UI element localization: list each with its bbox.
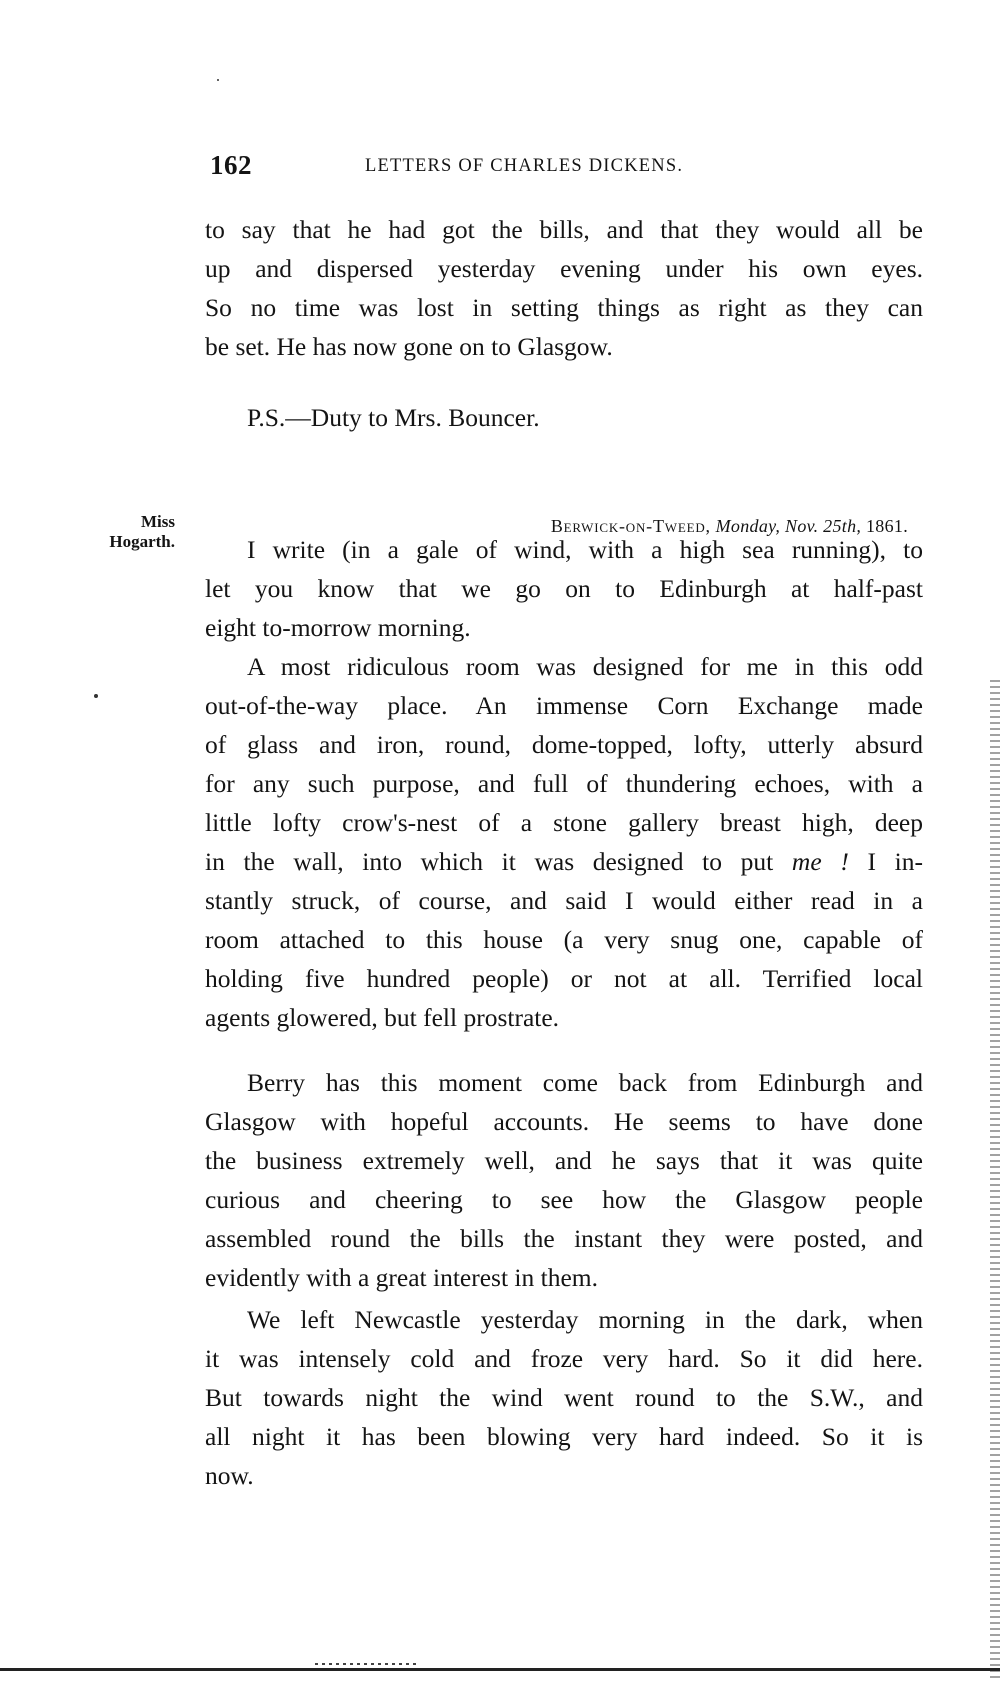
text-line-with-emphasis	[205, 842, 923, 881]
bottom-rule	[0, 1668, 1000, 1671]
text-line: let you know that we go on to Edinburgh at half-past	[205, 574, 923, 603]
recipient-margin-note	[95, 512, 175, 552]
scanned-page-edge	[990, 680, 1000, 1680]
continuation-paragraph	[205, 210, 923, 366]
text-line: it was intensely cold and froze very hard. So it did here.	[205, 1344, 923, 1373]
text-line: now.	[205, 1461, 254, 1490]
text-line: eight to-morrow morning.	[205, 613, 471, 642]
letter-paragraph	[205, 647, 923, 1037]
text-line: stantly struck, of course, and said I would either read in a	[205, 886, 923, 915]
text-line: little lofty crow's-nest of a stone gallery breast high, deep	[205, 808, 923, 837]
text-line: A most ridiculous room was designed for me in this odd	[247, 652, 923, 681]
page-number: 162	[210, 150, 252, 180]
text-line: holding five hundred people) or not at all. Terrified local	[205, 964, 923, 993]
text-segment: I in-	[867, 847, 924, 876]
text-line: room attached to this house (a very snug one, capable of	[205, 925, 923, 954]
letter-paragraph	[205, 1300, 923, 1495]
running-title: LETTERS OF CHARLES DICKENS.	[365, 156, 684, 176]
text-line: We left Newcastle yesterday morning in the dark, when	[247, 1305, 923, 1334]
text-line: the business extremely well, and he says that it was quite	[205, 1146, 923, 1175]
dateline-day: Monday, Nov. 25th,	[715, 516, 862, 536]
text-line: I write (in a gale of wind, with a high sea running), to	[247, 535, 923, 564]
text-line: assembled round the bills the instant they were posted, and	[205, 1224, 923, 1253]
recipient-note-line: Miss	[141, 512, 175, 531]
text-line: for any such purpose, and full of thundering echoes, with a	[205, 769, 923, 798]
dateline-year: 1861.	[866, 516, 908, 536]
text-line: to say that he had got the bills, and that they would all be	[205, 215, 923, 244]
recipient-note-line: Hogarth.	[109, 532, 175, 551]
text-line: So no time was lost in setting things as right as they can	[205, 293, 923, 322]
bottom-dotted-mark	[315, 1663, 420, 1665]
text-segment: in the wall, into which it was designed to put	[205, 847, 774, 876]
text-line: evidently with a great interest in them.	[205, 1263, 599, 1292]
dateline-place: Berwick-on-Tweed,	[550, 516, 711, 536]
text-line: all night it has been blowing very hard indeed. So it is	[205, 1422, 923, 1451]
text-line: curious and cheering to see how the Glasgow people	[205, 1185, 923, 1214]
letter-paragraph	[205, 1063, 923, 1297]
text-line: Berry has this moment come back from Edinburgh and	[247, 1068, 923, 1097]
postscript: P.S.—Duty to Mrs. Bouncer.	[247, 403, 540, 432]
text-line: out-of-the-way place. An immense Corn Exchange made	[205, 691, 923, 720]
page-header	[210, 150, 925, 180]
text-line: of glass and iron, round, dome-topped, lofty, utterly absurd	[205, 730, 923, 759]
letter-paragraph	[205, 530, 923, 647]
text-line: up and dispersed yesterday evening under his own eyes.	[205, 254, 923, 283]
text-line: Glasgow with hopeful accounts. He seems to have done	[205, 1107, 923, 1136]
stray-ink-dot	[94, 694, 98, 698]
text-line: be set. He has now gone on to Glasgow.	[205, 332, 613, 361]
text-line: But towards night the wind went round to the S.W., and	[205, 1383, 923, 1412]
emphasis-text: me !	[791, 847, 849, 876]
stray-ink-dot	[217, 79, 219, 81]
text-line: agents glowered, but fell prostrate.	[205, 1003, 560, 1032]
